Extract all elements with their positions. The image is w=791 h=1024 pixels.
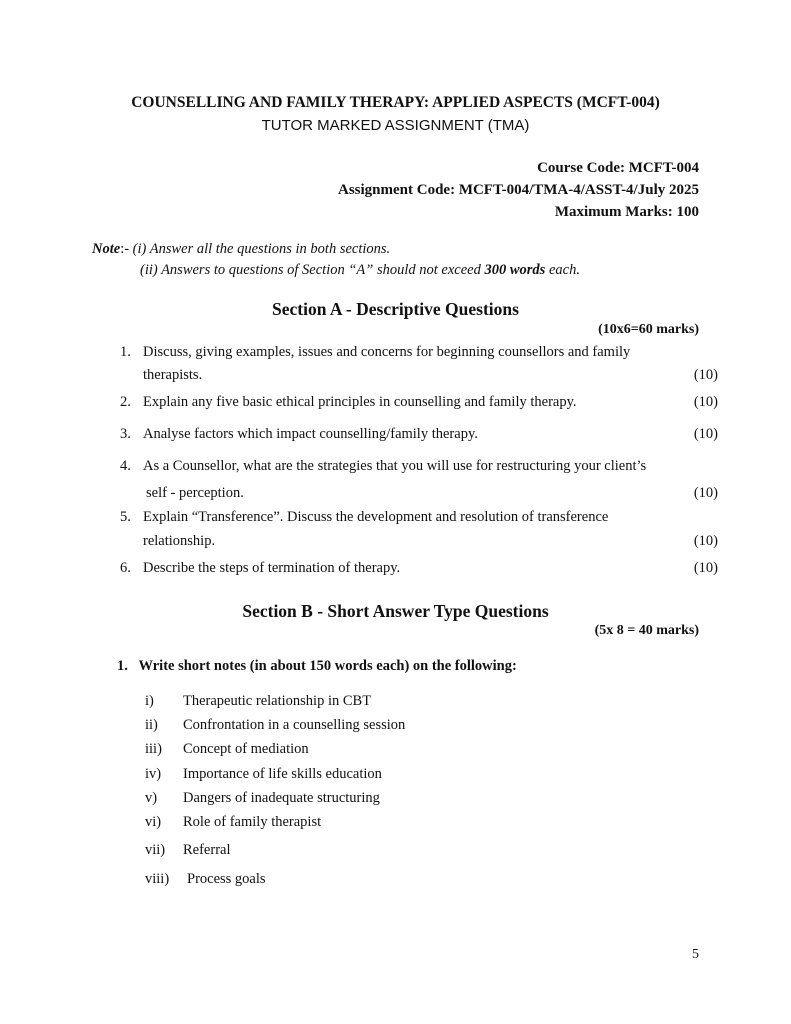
question-text: Explain “Transference”. Discuss the development and resolution of transference bbox=[143, 509, 609, 525]
note-word-limit: 300 words bbox=[484, 262, 546, 278]
list-item-number: vii) bbox=[145, 842, 166, 858]
question-number: 6. bbox=[120, 560, 131, 576]
note-text-2-pre: (ii) Answers to questions of Section “A” should not exceed bbox=[140, 262, 485, 278]
list-item: Dangers of inadequate structuring bbox=[183, 790, 380, 806]
list-item: Importance of life skills education bbox=[183, 766, 382, 782]
question-number: 3. bbox=[120, 426, 131, 442]
question-number: 4. bbox=[120, 458, 131, 474]
question-marks: (10) bbox=[693, 485, 718, 501]
list-item: Confrontation in a counselling session bbox=[183, 717, 406, 733]
section-b-question: 1. Write short notes (in about 150 words each) on the following: bbox=[117, 658, 517, 674]
question-text: As a Counsellor, what are the strategies that you will use for restructuring your client’s bbox=[143, 458, 647, 474]
question-marks: (10) bbox=[693, 367, 718, 383]
question-text-continued: therapists. bbox=[143, 367, 203, 383]
question-marks: (10) bbox=[693, 394, 718, 410]
question-text: Explain any five basic ethical principles in counselling and family therapy. bbox=[143, 394, 577, 410]
list-item-number: v) bbox=[145, 790, 158, 806]
list-item: Role of family therapist bbox=[183, 814, 322, 830]
list-item-number: iv) bbox=[145, 766, 162, 782]
list-item: Process goals bbox=[187, 871, 266, 887]
note-text-2-post: each. bbox=[545, 262, 580, 278]
note-line-1 bbox=[92, 241, 390, 258]
list-item-number: vi) bbox=[145, 814, 162, 830]
list-item-number: iii) bbox=[145, 741, 162, 757]
document-subtitle: TUTOR MARKED ASSIGNMENT (TMA) bbox=[261, 117, 530, 134]
list-item-number: ii) bbox=[145, 717, 158, 733]
list-item: Referral bbox=[183, 842, 231, 858]
list-item-number: i) bbox=[145, 693, 154, 709]
question-text-continued: relationship. bbox=[143, 533, 216, 549]
question-number: 2. bbox=[120, 394, 131, 410]
assignment-code: Assignment Code: MCFT-004/TMA-4/ASST-4/July 2025 bbox=[337, 182, 699, 198]
section-b-heading: Section B - Short Answer Type Questions bbox=[242, 601, 549, 621]
course-code: Course Code: MCFT-004 bbox=[537, 160, 699, 176]
question-marks: (10) bbox=[693, 560, 718, 576]
question-number: 5. bbox=[120, 509, 131, 525]
question-number: 1. bbox=[120, 344, 131, 360]
note-separator: :- bbox=[120, 241, 133, 257]
section-a-heading: Section A - Descriptive Questions bbox=[272, 299, 519, 319]
note-text-1: (i) Answer all the questions in both sections. bbox=[132, 241, 391, 257]
question-text: Discuss, giving examples, issues and concerns for beginning counsellors and family bbox=[143, 344, 631, 360]
maximum-marks: Maximum Marks: 100 bbox=[554, 204, 699, 220]
note-label: Note bbox=[92, 241, 121, 257]
question-marks: (10) bbox=[693, 533, 718, 549]
question-text: Analyse factors which impact counselling/family therapy. bbox=[143, 426, 478, 442]
note-line-2 bbox=[140, 262, 580, 279]
question-text-continued: self - perception. bbox=[146, 485, 244, 501]
list-item: Therapeutic relationship in CBT bbox=[183, 693, 372, 709]
question-marks: (10) bbox=[693, 426, 718, 442]
page-number: 5 bbox=[692, 947, 699, 962]
list-item-number: viii) bbox=[145, 871, 170, 887]
document-title: COUNSELLING AND FAMILY THERAPY: APPLIED ASPECTS (MCFT-004) bbox=[131, 94, 660, 111]
section-b-marks: (5x 8 = 40 marks) bbox=[594, 623, 699, 638]
list-item: Concept of mediation bbox=[183, 741, 309, 757]
section-a-marks: (10x6=60 marks) bbox=[598, 322, 699, 337]
question-text: Describe the steps of termination of therapy. bbox=[143, 560, 401, 576]
